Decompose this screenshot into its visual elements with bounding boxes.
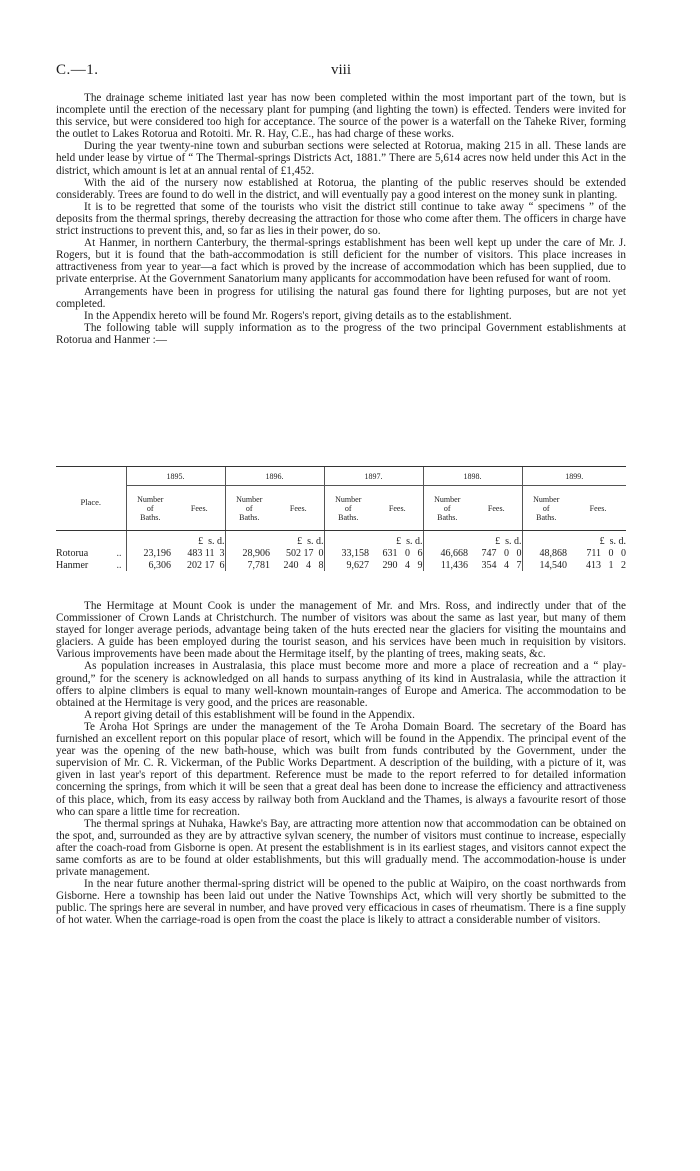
year-header-row	[56, 467, 626, 486]
paragraph-hanmer: At Hanmer, in northern Canterbury, the thermal-springs establishment has been well kept up under the care of Mr. J. Rogers, but it is found that the bath-accommodation is still deficient for the number of visitors. This place increases in attractiveness from year to year—a fact which is proved by the increase of accommodation which has been supplied, due to private enterprise. At the Government Sanatorium many applicants for accommodation have been refused for want of room.	[56, 237, 626, 286]
baths-count: 7,781	[225, 559, 273, 571]
baths-count: 33,158	[324, 547, 372, 559]
paragraph-hermitage-report: A report giving detail of this establishment will be found in the Appendix.	[84, 708, 415, 721]
fees-amount: 240 4 8	[283, 559, 324, 571]
table-row-rotorua	[56, 547, 626, 559]
fees-header: Fees.	[174, 486, 225, 531]
year-header: 1896.	[225, 467, 324, 486]
year-header: 1895.	[126, 467, 225, 486]
parliamentary-paper-reference: C.—1.	[56, 62, 99, 78]
fees-header: Fees.	[372, 486, 423, 531]
paragraph-te-aroha: Te Aroha Hot Springs are under the management of the Te Aroha Domain Board. The secretary of the Board has furnished an excellent report on this popular place of resort, which will be found in the Appendix. The principal event of the year was the opening of the new bath-house, which was built from funds contributed by the Government, under the supervision of Mr. C. R. Vickerman, of the Public Works Department. A description of the building, with a picture of it, was given in last year's report of this department. Reference must be made to the report referred to for detailed information concerning the springs, from which it will be seen that a great deal has been done to increase the efficiency and attractiveness of this place, which, from its easy access by railway both from Auckland and the Thames, is always a favourite resort of those who can spare a little time for recreation.	[56, 720, 626, 818]
place-name: Rotorua ..	[56, 547, 122, 559]
text-section-upper	[56, 92, 626, 346]
place-name: Hanmer ..	[56, 559, 122, 571]
baths-count: 46,668	[423, 547, 471, 559]
currency-units: £ s. d.	[297, 536, 324, 547]
fees-amount: 354 4 7	[481, 559, 522, 571]
baths-count: 23,196	[126, 547, 174, 559]
place-column-header: Place.	[56, 467, 126, 531]
paragraph-table-intro: The following table will supply information as to the progress of the two principal Government establishments at Rotorua and Hanmer :—	[56, 321, 626, 346]
baths-count: 11,436	[423, 559, 471, 571]
baths-count: 9,627	[324, 559, 372, 571]
paragraph-town-sections: During the year twenty-nine town and suburban sections were selected at Rotorua, making 215 in all. These lands are held under lease by virtue of “ The Thermal-springs Districts Act, 1881.” There are 5,614 acres now held under this Act in the district, which amount is let at an annual rental of £1,452.	[56, 140, 626, 177]
subheader-row	[56, 486, 626, 531]
currency-units: £ s. d.	[599, 536, 626, 547]
year-header: 1897.	[324, 467, 423, 486]
baths-count: 14,540	[522, 559, 570, 571]
table-row-hanmer	[56, 559, 626, 571]
baths-count: 6,306	[126, 559, 174, 571]
baths-count: 48,868	[522, 547, 570, 559]
fees-amount: 483 11 3	[187, 547, 225, 559]
paragraph-specimens: It is to be regretted that some of the tourists who visit the district still continue to take away “ specimens ” of the deposits from the thermal springs, thereby decreasing the attraction for those who come after them. The officers in charge have strict instructions to prevent this, and, so far as lies in their power, do so.	[56, 200, 626, 238]
paragraph-nursery: With the aid of the nursery now established at Rotorua, the planting of the public reserves should be extended considerably. Trees are found to do well in the district, and will eventually pay a good interest on the money sunk in planting.	[56, 176, 626, 201]
number-of-baths-header: Number of Baths.	[522, 486, 570, 531]
paragraph-waipiro: In the near future another thermal-spring district will be opened to the public at Waipiro, on the coast northwards from Gisborne. Here a township has been laid out under the Native Townships Act, which will very shortly be submitted to the public. The springs here are several in number, and have proved very efficacious in cases of rheumatism. There is a fine supply of hot water. When the carriage-road is open from the coast the place is likely to attract a considerable number of visitors.	[56, 878, 626, 927]
baths-count: 28,906	[225, 547, 273, 559]
page-header	[56, 62, 626, 82]
fees-amount: 202 17 6	[187, 559, 225, 571]
number-of-baths-header: Number of Baths.	[423, 486, 471, 531]
fees-header: Fees.	[570, 486, 626, 531]
text-section-lower	[56, 600, 626, 927]
number-of-baths-header: Number of Baths.	[126, 486, 174, 531]
number-of-baths-header: Number of Baths.	[225, 486, 273, 531]
fees-amount: 502 17 0	[286, 547, 324, 559]
paragraph-drainage-scheme: The drainage scheme initiated last year has now been completed within the most important part of the town, but is incomplete until the erection of the necessary plant for pumping (and lighting the town) is effected. Tenders were invited for this service, but were considered too high for acceptance. The source of the power is a waterfall on the Taheke River, forming the outlet to Lakes Rotorua and Rotoiti. Mr. R. Hay, C.E., has had charge of these works.	[56, 92, 626, 141]
number-of-baths-header: Number of Baths.	[324, 486, 372, 531]
fees-amount: 290 4 9	[382, 559, 423, 571]
year-header: 1898.	[423, 467, 522, 486]
paragraph-nuhaka: The thermal springs at Nuhaka, Hawke's Bay, are attracting more attention now that accommodation can be obtained on the spot, and, surrounded as they are by attractive sylvan scenery, the number of visitors must continue to increase, especially after the coach-road from Gisborne is open. At present the establishment is in its earliest stages, and visitors cannot expect the same comforts as are to be found at older establishments, but this will gradually mend. The accommodation-house is under private management.	[56, 817, 626, 879]
currency-units: £ s. d.	[495, 536, 522, 547]
fees-header: Fees.	[273, 486, 324, 531]
page-number: viii	[330, 62, 351, 78]
fees-amount: 413 1 2	[586, 559, 626, 571]
currency-units: £ s. d.	[198, 536, 225, 547]
baths-statistics-table	[56, 466, 626, 571]
fees-amount: 631 0 6	[382, 547, 423, 559]
currency-units: £ s. d.	[396, 536, 423, 547]
paragraph-population-recreation: As population increases in Australasia, this place must become more and more a place of recreation and a “ play-ground,” for the scenery is acknowledged on all hands to surpass anything of its kind in Australasia, while the attraction it offers to alpine climbers is equal to many well-known mountain-ranges of Europe and America. The accommodation to be obtained at the Hermitage is very good, and the prices are reasonable.	[56, 660, 626, 709]
fees-amount: 711 0 0	[586, 547, 626, 559]
fees-header: Fees.	[471, 486, 522, 531]
currency-units-row	[56, 531, 626, 548]
paragraph-natural-gas: Arrangements have been in progress for utilising the natural gas found there for lighting purposes, but are not yet completed.	[56, 285, 626, 310]
year-header: 1899.	[522, 467, 626, 486]
paragraph-hermitage: The Hermitage at Mount Cook is under the management of Mr. and Mrs. Ross, and indirectly under that of the Commissioner of Crown Lands at Christchurch. The number of visitors was about the same as last year, but many of them stayed for longer average periods, advantage being taken of the huts erected near the glaciers for visiting the mountains and glaciers. A guide has been employed during the tourist season, and his services have been much in requisition by visitors. Various improvements have been made about the Hermitage itself, by the planting of trees, making seats, &c.	[56, 600, 626, 661]
paragraph-appendix-rogers: In the Appendix hereto will be found Mr. Rogers's report, giving details as to the establishment.	[84, 309, 512, 322]
fees-amount: 747 0 0	[481, 547, 522, 559]
